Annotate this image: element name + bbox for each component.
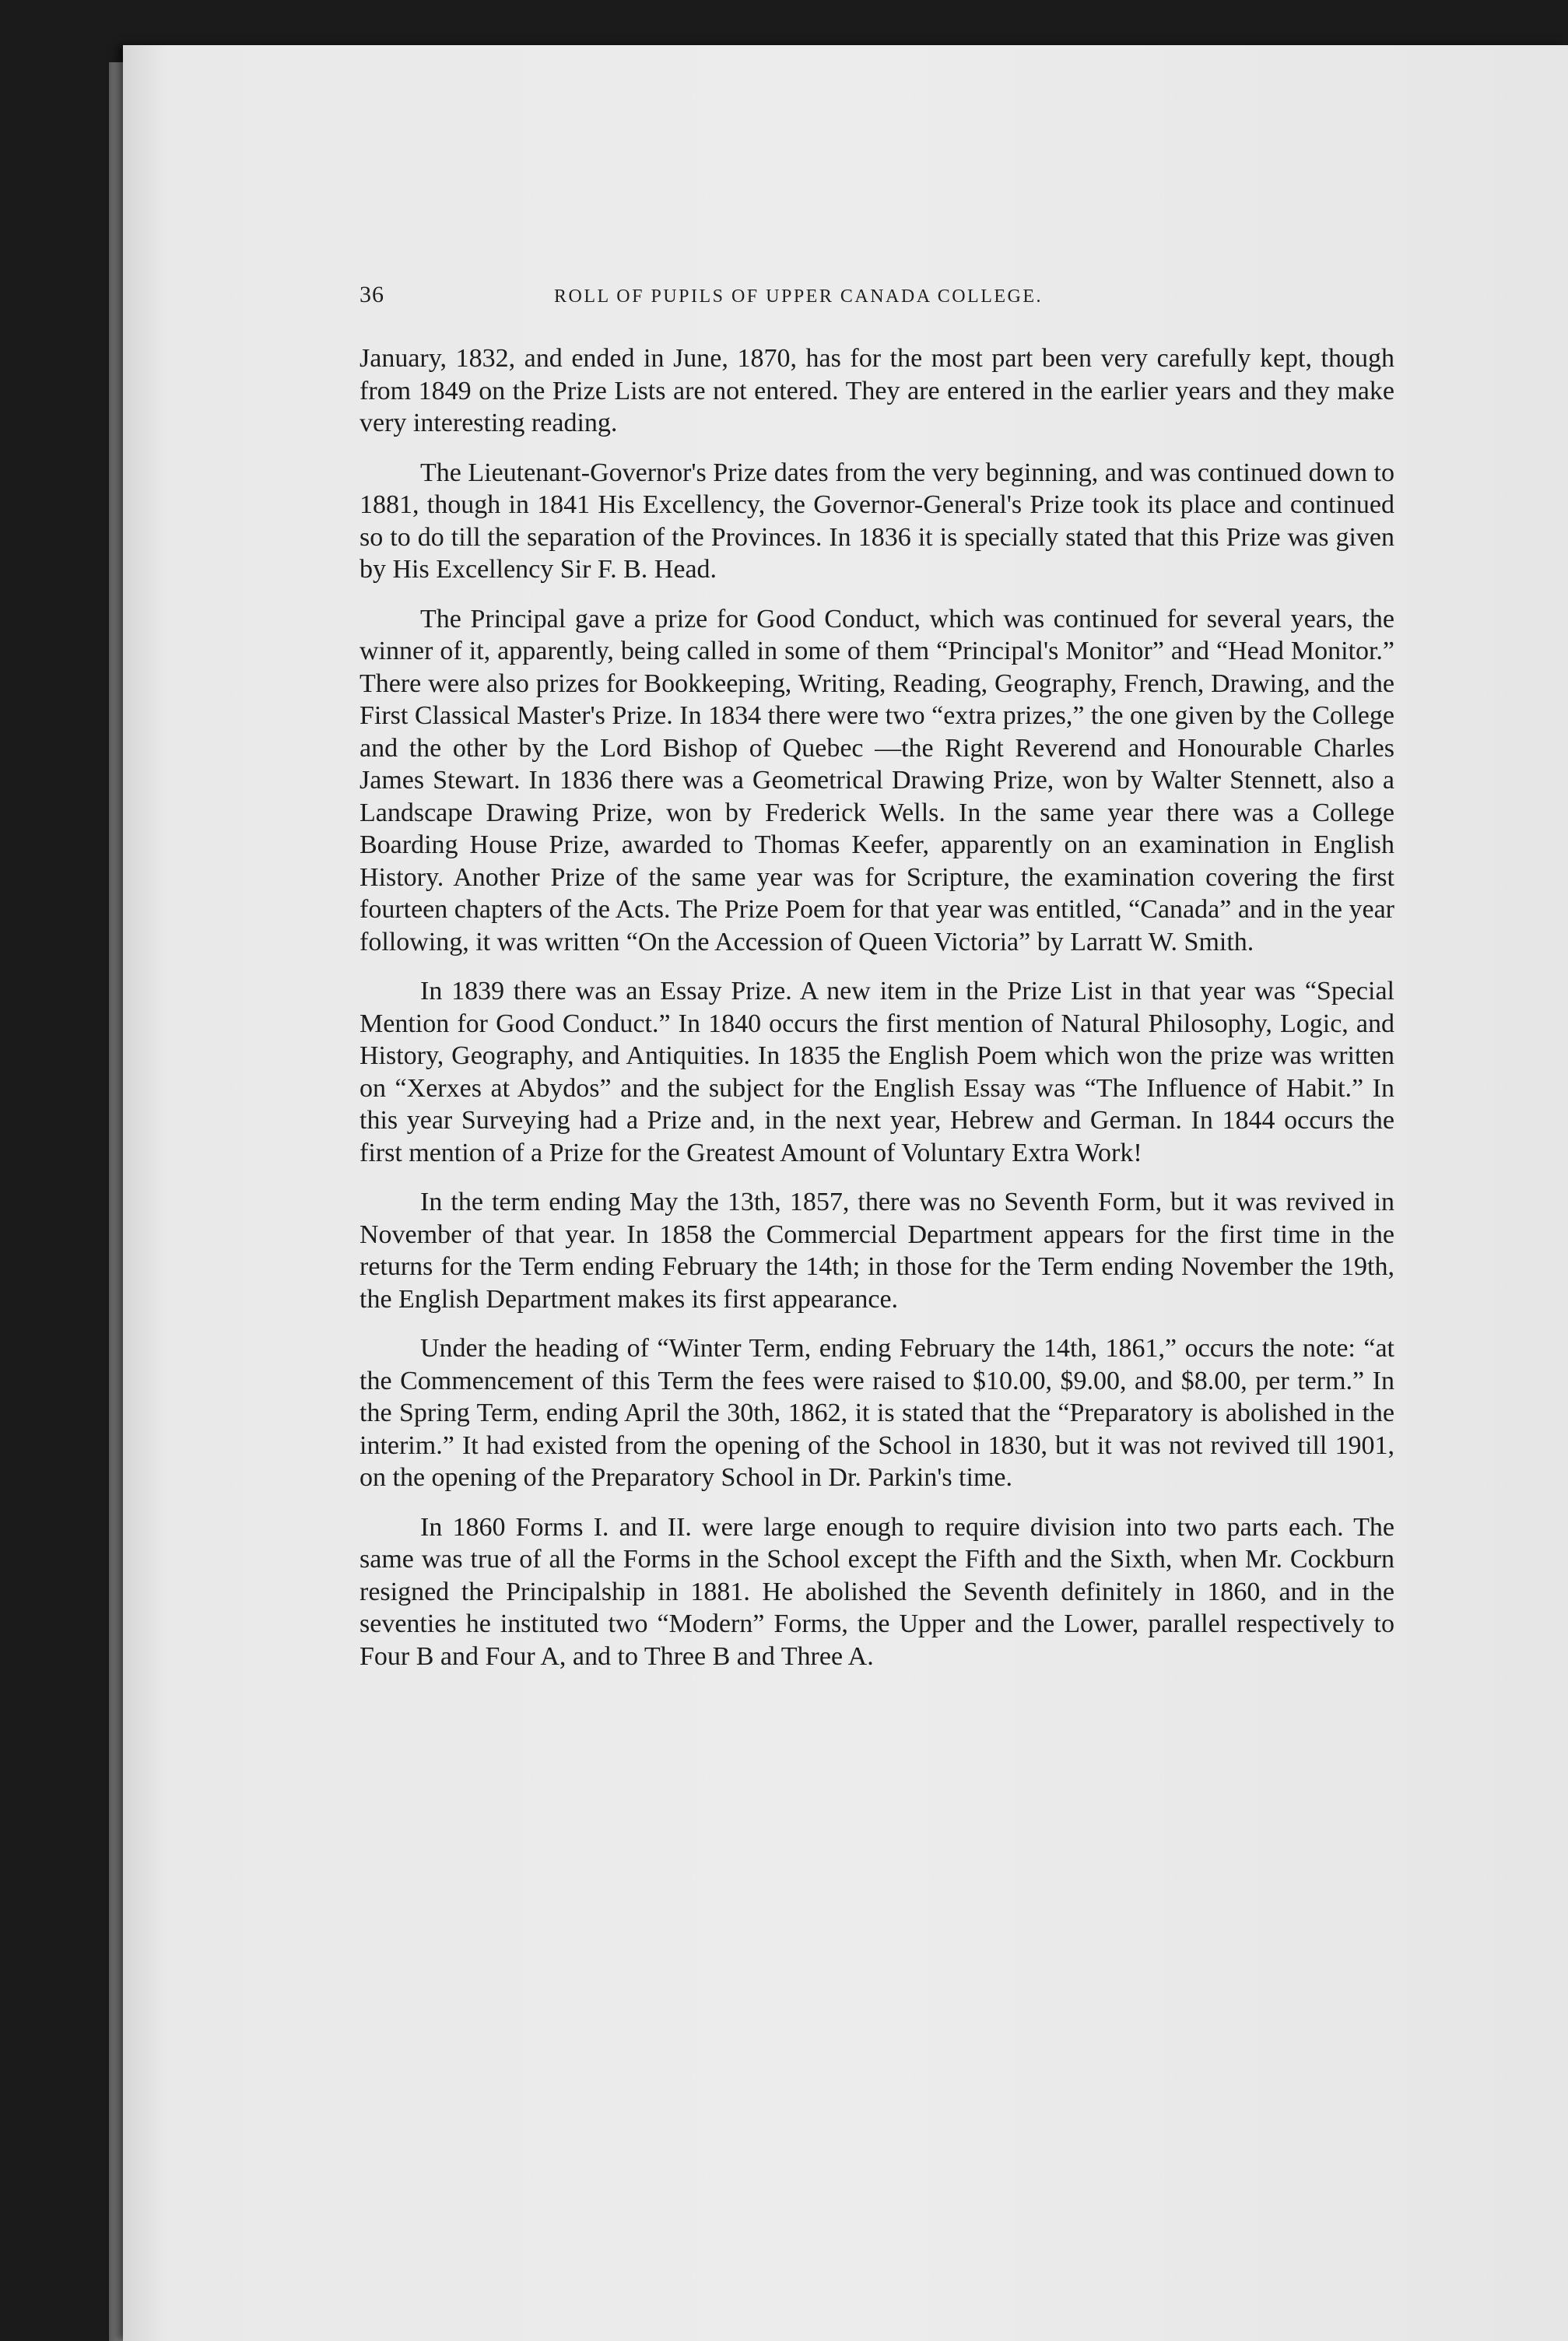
running-head: ROLL OF PUPILS OF UPPER CANADA COLLEGE. — [554, 286, 1044, 307]
paragraph-seventh-form: In the term ending May the 13th, 1857, there was no Seventh Form, but it was revived in November of that year. In 1858 the Commercial Department appears for the first time in the returns for the Term ending February the 14th; in those for the Term ending November the 19th, the English Department makes its first appearance. — [360, 1188, 1394, 1314]
page-body — [360, 342, 1394, 1690]
page-header — [360, 282, 1394, 321]
paragraph-lieutenant-governor-prize: The Lieutenant-Governor's Prize dates from the very beginning, and was continued down to 1881, though in 1841 His Excellency, the Governor-General's Prize took its place and continued so to do till the separation of the Provinces. In 1836 it is specially stated that this Prize was given by His Excellency Sir F. B. Head. — [360, 458, 1394, 584]
paragraph-forms-division: In 1860 Forms I. and II. were large enough to require division into two parts each. The same was true of all the Forms in the School except the Fifth and the Sixth, when Mr. Cockburn resigned the Principalship in 1881. He abolished the Seventh definitely in 1860, and in the seventies he instituted two “Modern” Forms, the Upper and the Lower, parallel respectively to Four B and Four A, and to Three B and Three A. — [360, 1512, 1394, 1671]
page-number: 36 — [360, 282, 384, 307]
paragraph-good-conduct-prize: The Principal gave a prize for Good Conduct, which was continued for several years, the winner of it, apparently, being called in some of them “Principal's Monitor” and “Head Monitor.” There were also prizes for Bookkeeping, Writing, Reading, Geography, French, Drawing, and the First Classical Master's Prize. In 1834 there were two “extra prizes,” the one given by the College and the other by the Lord Bishop of Quebec —the Right Reverend and Honourable Charles James Stewart. In 1836 there was a Geometrical Drawing Prize, won by Walter Stennett, also a Landscape Drawing Prize, won by Frederick Wells. In the same year there was a College Boarding House Prize, awarded to Thomas Keefer, apparently on an examination in English History. Another Prize of the same year was for Scripture, the examination covering the first fourteen chapters of the Acts. The Prize Poem for that year was entitled, “Canada” and in the year following, it was written “On the Accession of Queen Victoria” by Larratt W. Smith. — [360, 604, 1394, 956]
paragraph-essay-prize: In 1839 there was an Essay Prize. A new item in the Prize List in that year was “Special Mention for Good Conduct.” In 1840 occurs the first mention of Natural Philosophy, Logic, and History, Geography, and Antiquities. In 1835 the English Poem which won the prize was written on “Xerxes at Abydos” and the subject for the English Essay was “The Influence of Habit.” In this year Surveying had a Prize and, in the next year, Hebrew and German. In 1844 occurs the first mention of a Prize for the Greatest Amount of Voluntary Extra Work! — [360, 977, 1394, 1167]
paragraph-continuation: January, 1832, and ended in June, 1870, has for the most part been very carefully kept, though from 1849 on the Prize Lists are not entered. They are entered in the earlier years and they make very interesting reading. — [360, 344, 1394, 437]
paragraph-winter-term: Under the heading of “Winter Term, ending February the 14th, 1861,” occurs the note: “at the Commencement of this Term the fees were raised to $10.00, $9.00, and $8.00, per term.” In the Spring Term, ending April the 30th, 1862, it is stated that the “Preparatory is abolished in the interim.” It had existed from the opening of the School in 1830, but it was not revived till 1901, on the opening of the Preparatory School in Dr. Parkin's time. — [360, 1334, 1394, 1492]
